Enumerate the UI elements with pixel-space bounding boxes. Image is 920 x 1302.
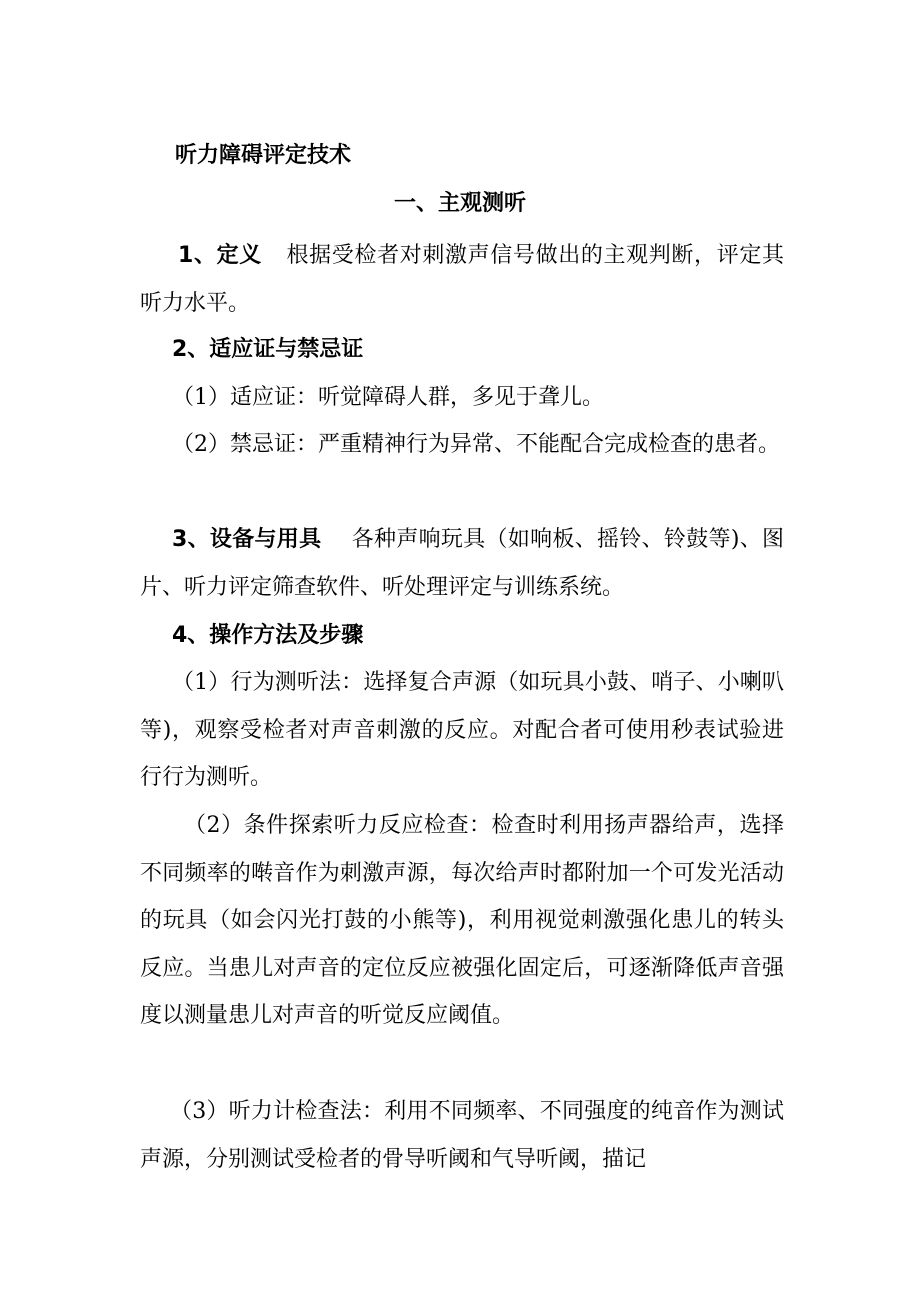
paragraph-behavioral-audiometry: （1）行为测听法：选择复合声源（如玩具小鼓、哨子、小喇叭等)，观察受检者对声音刺激的反应。对配合者可使用秒表试验进行行为测听。 [140, 670, 784, 790]
paragraph-audiometer: （3）听力计检查法：利用不同频率、不同强度的纯音作为测试声源，分别测试受检者的骨导听阈和气导听阈，描记 [140, 1099, 784, 1172]
paragraph-definition [140, 232, 784, 327]
paragraph-contraindications: （2）禁忌证：严重精神行为异常、不能配合完成检查的患者。 [172, 432, 780, 457]
definition-label: 1、定义 [178, 243, 262, 268]
document-title: 听力障碍评定技术 [175, 143, 352, 168]
equipment-label: 3、设备与用具 [172, 527, 322, 552]
heading-procedure: 4、操作方法及步骤 [172, 623, 364, 648]
definition-text: 根据受检者对刺激声信号做出的主观判断，评定其听力水平。 [140, 243, 784, 316]
paragraph-equipment [140, 516, 784, 611]
section-heading [0, 184, 920, 224]
heading-indications: 2、适应证与禁忌证 [172, 337, 364, 362]
paragraph-indications: （1）适应证：听觉障碍人群，多见于聋儿。 [172, 385, 604, 410]
paragraph-conditioned-response: （2）条件探索听力反应检查：检查时利用扬声器给声，选择不同频率的啭音作为刺激声源，每次给声时都附加一个可发光活动的玩具（如会闪光打鼓的小熊等)，利用视觉刺激强化患儿的转头反应。当患儿对声音的定位反应被强化固定后，可逐渐降低声音强度以测量患儿对声音的听觉反应阈值。 [140, 813, 784, 1028]
equipment-text: 各种声响玩具（如响板、摇铃、铃鼓等)、图片、听力评定筛查软件、听处理评定与训练系统。 [140, 527, 785, 600]
section-heading-text: 一、主观测听 [393, 191, 526, 216]
